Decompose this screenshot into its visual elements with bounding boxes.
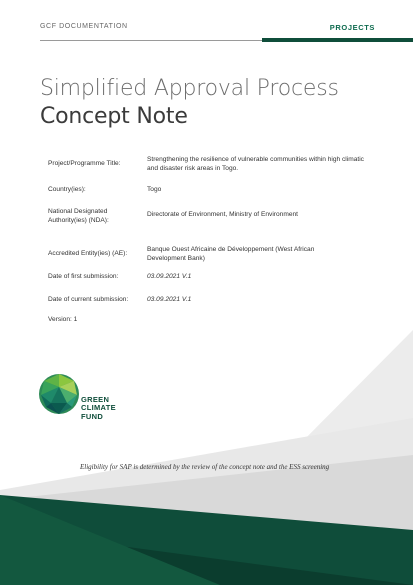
field-value: 03.09.2021 V.1 [147,273,192,280]
field-value: 03.09.2021 V.1 [147,296,192,303]
field-label: National Designated Authority(ies) (NDA): [48,208,109,224]
field-label: Date of current submission: [48,296,129,303]
eligibility-note: Eligibility for SAP is determined by the review of the concept note and the ESS screening [80,463,330,471]
logo-line-green: GREEN [81,395,110,404]
logo-line-fund: FUND [81,411,104,421]
gcf-globe-logo-icon [38,373,80,415]
logo-line-climate: CLIMATE [81,403,116,413]
field-value: Strengthening the resilience of vulnerable communities within high climatic and disaster risk areas in Togo. [147,156,364,172]
field-label: Version: 1 [48,316,78,323]
field-value: Banque Ouest Africaine de Développement (West African Development Bank) [147,246,315,262]
field-label: Accredited Entity(ies) (AE): [48,250,128,257]
page-subtitle: Concept Note [40,104,188,129]
document-header [0,0,413,40]
field-label: Country(ies): [48,186,86,193]
field-label: Date of first submission: [48,273,119,280]
field-value: Togo [147,186,162,193]
header-section-label: PROJECTS [329,23,375,32]
field-label: Project/Programme Title: [48,160,121,167]
field-value: Directorate of Environment, Ministry of Environment [147,211,298,218]
header-rule-grey [40,40,262,41]
gcf-wordmark [81,396,116,421]
page-title: Simplified Approval Process [40,76,339,101]
header-rule-green [262,38,413,42]
header-doc-label: GCF DOCUMENTATION [40,23,128,30]
